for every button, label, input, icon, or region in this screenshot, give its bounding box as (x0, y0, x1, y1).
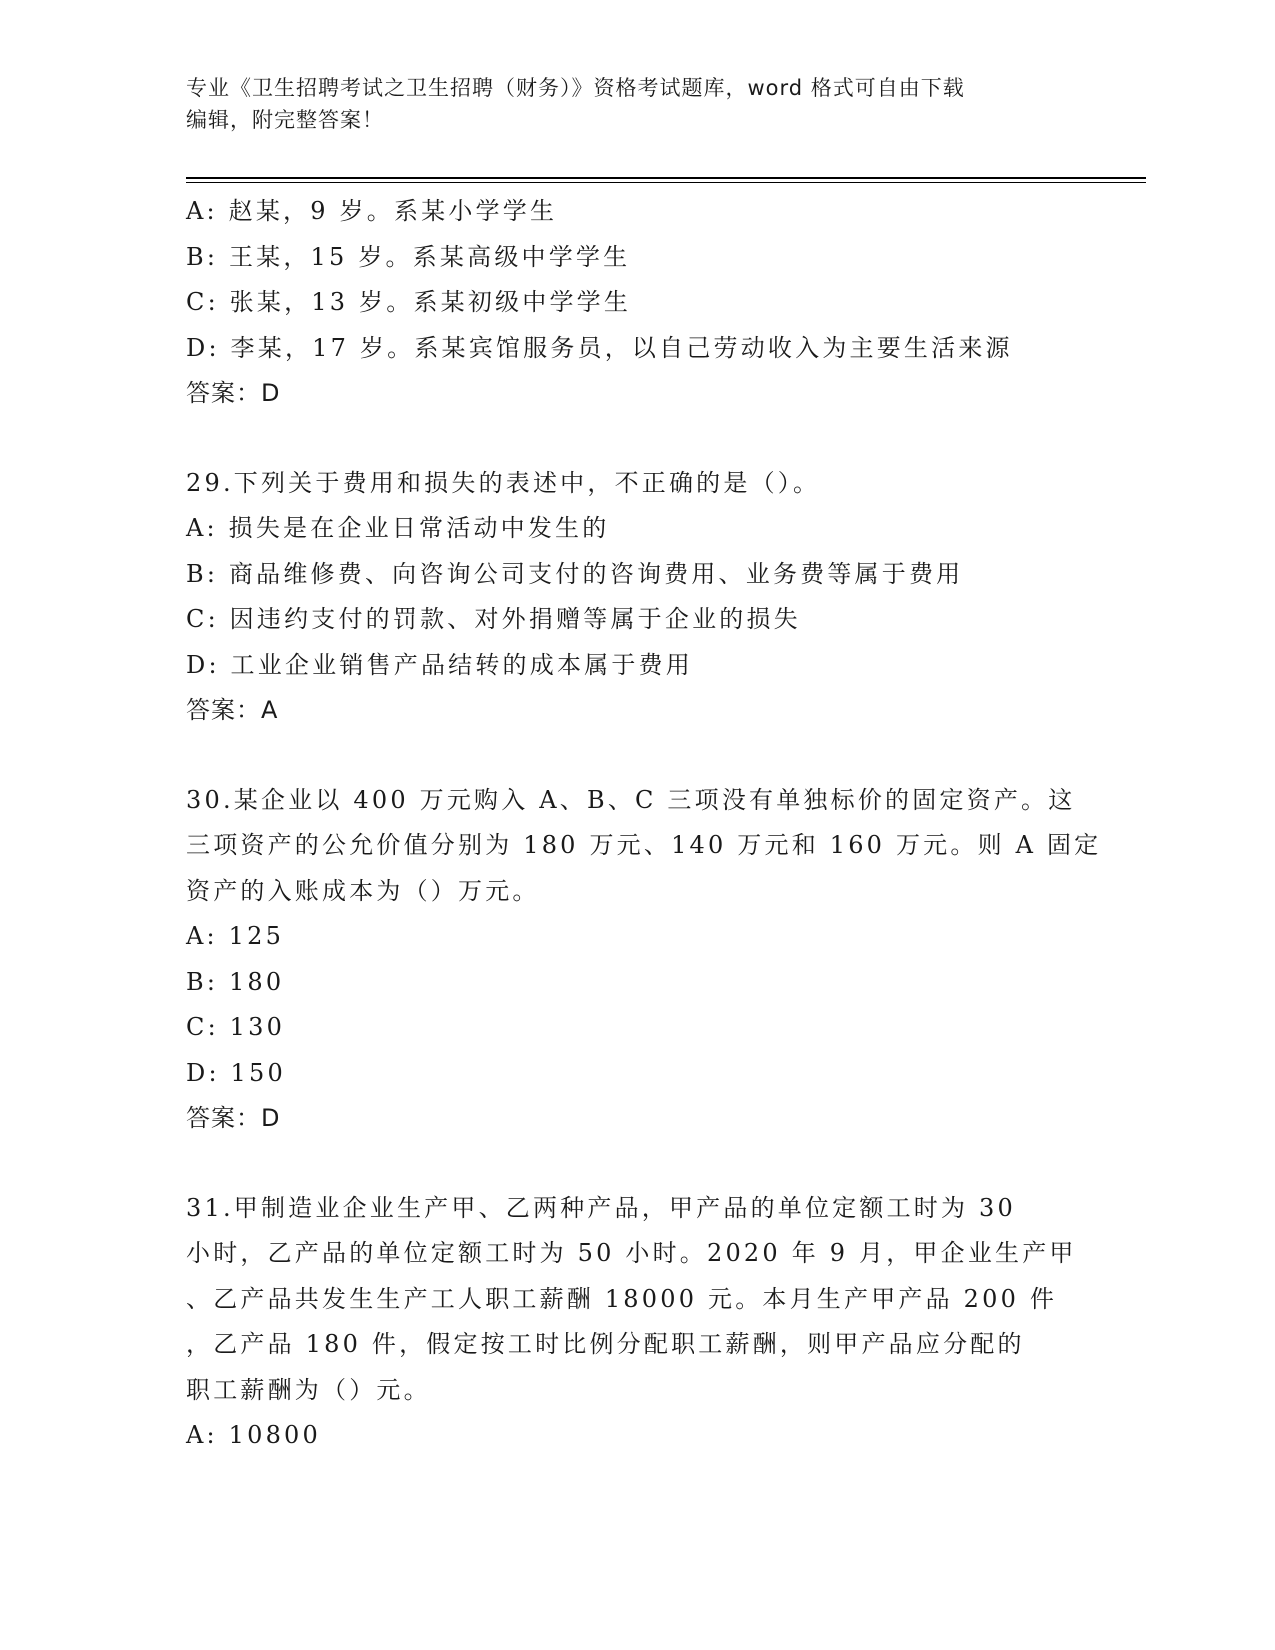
question-31 (186, 1186, 1086, 1459)
question-stem: 30.某企业以 400 万元购入 A、B、C 三项没有单独标价的固定资产。这 (186, 785, 1076, 814)
question-stem: 职工薪酬为（）元。 (186, 1375, 431, 1404)
option-c: C: 张某，13 岁。系某初级中学学生 (186, 288, 632, 316)
option-c: C: 130 (186, 1013, 286, 1041)
answer-line: 答案：D (186, 1104, 281, 1132)
question-stem: 31.甲制造业企业生产甲、乙两种产品，甲产品的单位定额工时为 30 (186, 1193, 1016, 1222)
option-c: C: 因违约支付的罚款、对外捐赠等属于企业的损失 (186, 605, 801, 633)
option-d: D: 工业企业销售产品结转的成本属于费用 (186, 650, 693, 679)
question-stem: 小时，乙产品的单位定额工时为 50 小时。2020 年 9 月，甲企业生产甲 (186, 1239, 1077, 1267)
question-28 (186, 189, 1086, 417)
option-a: A: 损失是在企业日常活动中发生的 (186, 514, 610, 542)
answer-line: 答案：D (186, 379, 281, 407)
question-stem: 资产的入账成本为（）万元。 (186, 876, 540, 905)
option-b: B: 180 (186, 967, 285, 996)
option-a: A: 125 (186, 922, 285, 950)
question-stem: 、乙产品共发生生产工人职工薪酬 18000 元。本月生产甲产品 200 件 (186, 1284, 1058, 1313)
question-29 (186, 461, 1086, 734)
header-rule-thick (186, 177, 1146, 179)
question-stem: 29.下列关于费用和损失的表述中，不正确的是（）。 (186, 468, 821, 497)
answer-line: 答案：A (186, 696, 279, 724)
option-a: A: 10800 (186, 1421, 321, 1449)
header-line-1: 专业《卫生招聘考试之卫生招聘（财务）》资格考试题库，word 格式可自由下载 (186, 76, 965, 100)
option-a: A: 赵某，9 岁。系某小学学生 (186, 197, 558, 225)
document-header (186, 72, 1066, 136)
option-d: D: 李某，17 岁。系某宾馆服务员，以自己劳动收入为主要生活来源 (186, 333, 1013, 362)
option-b: B: 商品维修费、向咨询公司支付的咨询费用、业务费等属于费用 (186, 559, 964, 588)
question-list (186, 189, 1102, 1459)
option-b: B: 王某，15 岁。系某高级中学学生 (186, 242, 631, 271)
option-d: D: 150 (186, 1058, 286, 1087)
header-line-2: 编辑，附完整答案！ (186, 108, 384, 132)
question-stem: 三项资产的公允价值分别为 180 万元、140 万元和 160 万元。则 A 固定 (186, 831, 1102, 859)
question-stem: ，乙产品 180 件，假定按工时比例分配职工薪酬，则甲产品应分配的 (186, 1330, 1025, 1358)
question-30 (186, 778, 1102, 1142)
header-rule-thin (186, 182, 1146, 183)
